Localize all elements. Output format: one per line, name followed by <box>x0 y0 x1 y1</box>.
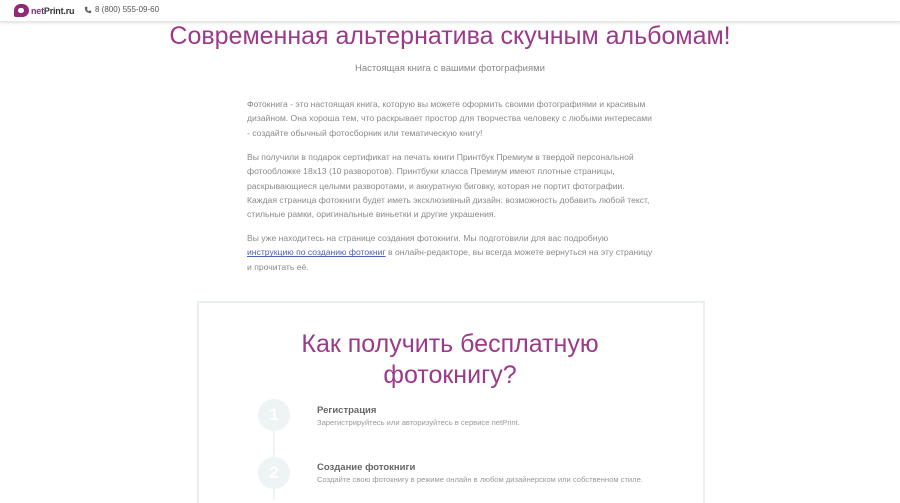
step-number-1: 1 <box>258 399 290 431</box>
page-subheadline: Настоящая книга с вашими фотографиями <box>355 63 545 74</box>
step-title-registration: Регистрация <box>317 405 377 416</box>
netprint-logo[interactable] <box>14 3 74 18</box>
instruction-paragraph <box>247 231 657 274</box>
step-description-create-photobook: Создайте свою фотокнигу в режиме онлайн в любом дизайнерском или собственном стиле. <box>317 475 643 484</box>
step-title-create-photobook: Создание фотокниги <box>317 462 416 473</box>
intro-paragraph: Фотокнига - это настоящая книга, которую вы можете оформить своими фотографиями и красивым дизайном. Она хороша тем, что раскрывает простор для творчества человеку с любыми интересами - создайте обычный фотосборник или тематическую книгу! <box>247 99 652 138</box>
page-headline: Современная альтернатива скучным альбомам! <box>169 22 731 50</box>
howto-title <box>0 329 900 391</box>
instruction-text-after: в онлайн-редакторе, вы всегда можете вернуться на эту страницу и прочитать её. <box>247 247 653 272</box>
instruction-text-before: Вы уже находитесь на странице создания фотокниги. Мы подготовили для вас подробную <box>247 233 609 243</box>
logo-print: Print.ru <box>43 5 75 16</box>
logo-icon <box>14 4 29 17</box>
step-description-registration: Зарегистрируйтесь или авторизуйтесь в сервисе netPrint. <box>317 418 520 427</box>
phone-icon <box>84 6 92 14</box>
howto-title-line2: фотокнигу? <box>383 361 517 389</box>
logo-net: net <box>31 5 44 16</box>
certificate-paragraph: Вы получили в подарок сертификат на печать книги Принтбук Премиум в твердой персональной фотообложке 18х13 (10 разворотов). Принтбуки класса Премиум имеют плотные страницы, раскрывающиеся целыми разворотами, и аккуратную биговку, которая не портит фотографии. Каждая страница фотокниги будет иметь эксклюзивный дизайн: возможность добавить любой текст, стильные рамки, оригинальные виньетки и другие украшения. <box>247 152 650 220</box>
howto-title-line1: Как получить бесплатную <box>301 330 599 358</box>
top-bar <box>0 0 900 22</box>
step-number-2: 2 <box>258 457 290 489</box>
instruction-link[interactable]: инструкцию по созданию фотокниг <box>247 247 386 258</box>
logo-text <box>31 6 74 16</box>
phone-number[interactable]: 8 (800) 555-09-60 <box>95 5 160 14</box>
phone-contact[interactable] <box>84 5 159 14</box>
